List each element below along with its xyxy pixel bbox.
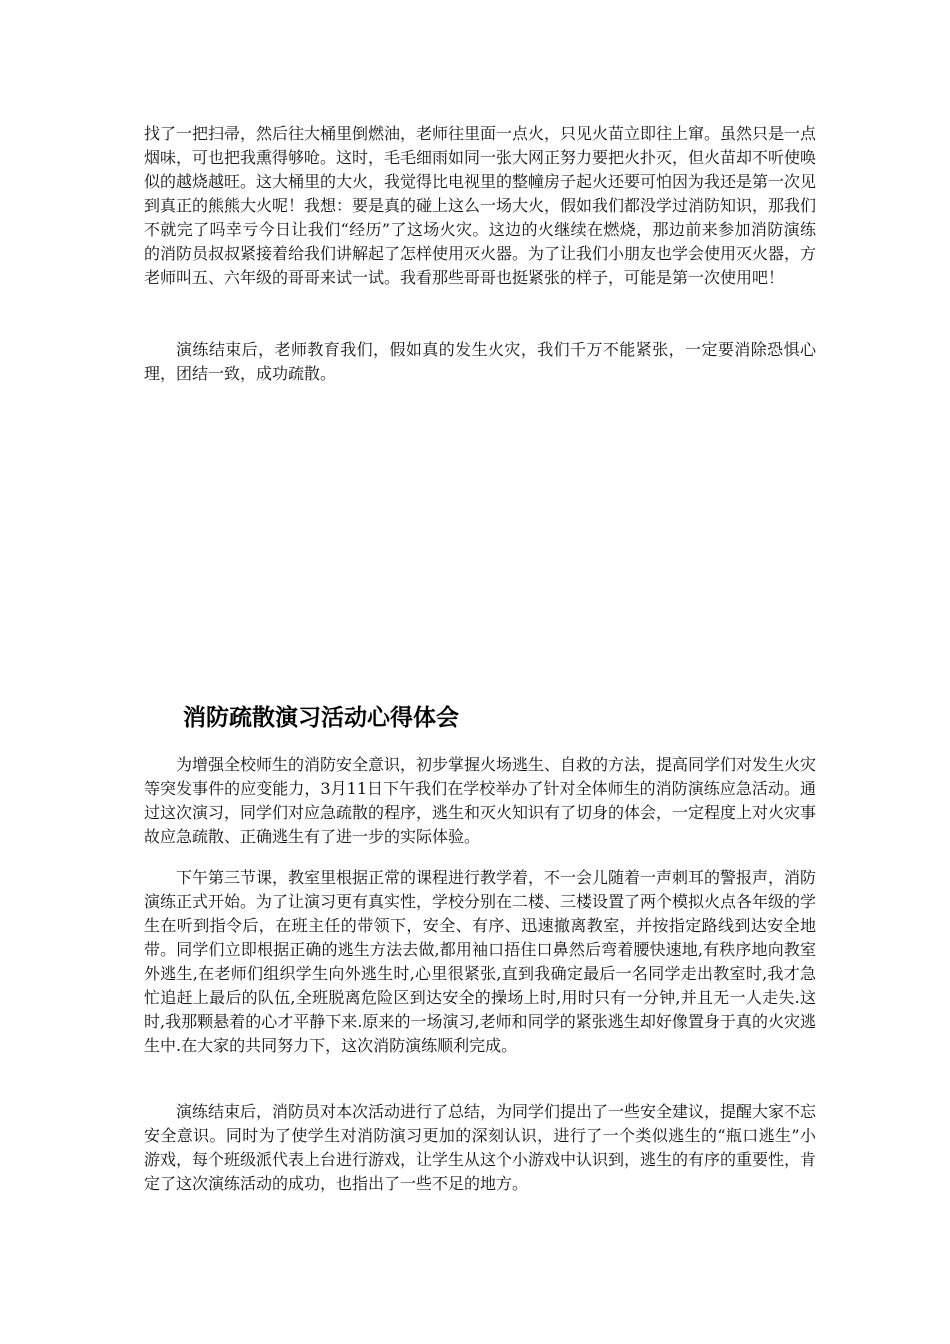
section2-paragraph-1 xyxy=(144,753,816,849)
paragraph-text: 演练结束后，消防员对本次活动进行了总结，为同学们提出了一些安全建议，提醒大家不忘安全意识。同时为了使学生对消防演习更加的深刻认识，进行了一个类似逃生的“瓶口逃生”小游戏，每个班级派代表上台进行游戏，让学生从这个小游戏中认识到，逃生的有序的重要性，肯定了这次演练活动的成功，也指出了一些不足的地方。 xyxy=(144,1102,817,1193)
paragraph-text: 下午第三节课，教室里根据正常的课程进行教学着，不一会儿随着一声刺耳的警报声，消防演练正式开始。为了让演习更有真实性，学校分别在二楼、三楼设置了两个模拟火点各年级的学生在听到指令后，在班主任的带领下，安全、有序、迅速撤离教室，并按指定路线到达安全地带。同学们立即根据正确的逃生方法去做,都用袖口捂住口鼻然后弯着腰快速地,有秩序地向教室外逃生,在老师们组织学生向外逃生时,心里很紧张,直到我确定最后一名同学走出教室时,我才急忙追赶上最后的队伍,全班脱离危险区到达安全的操场上时,用时只有一分钟,并且无一人走失.这时,我那颗悬着的心才平静下来.原来的一场演习,老师和同学的紧张逃生却好像置身于真的火灾逃生中.在大家的共同努力下，这次消防演练顺利完成。 xyxy=(144,868,817,1055)
section1-paragraph-1 xyxy=(144,122,816,290)
paragraph-text: 为增强全校师生的消防安全意识，初步掌握火场逃生、自救的方法，提高同学们对发生火灾等突发事件的应变能力，3月11日下午我们在学校举办了针对全体师生的消防演练应急活动。通过这次演习，同学们对应急疏散的程序，逃生和灭火知识有了切身的体会，一定程度上对火灾事故应急疏散、正确逃生有了进一步的实际体验。 xyxy=(144,755,817,846)
section2-paragraph-2 xyxy=(144,866,816,1058)
section1-paragraph-2 xyxy=(144,338,816,386)
paragraph-text: 找了一把扫帚，然后往大桶里倒燃油，老师往里面一点火，只见火苗立即往上窜。虽然只是一点烟味，可也把我熏得够呛。这时，毛毛细雨如同一张大网正努力要把火扑灭，但火苗却不听使唤似的越烧越旺。这大桶里的大火，我觉得比电视里的整幢房子起火还要可怕因为我还是第一次见到真正的熊熊大火呢！我想：要是真的碰上这么一场大火，假如我们都没学过消防知识，那我们不就完了吗幸亏今日让我们“经历”了这场火灾。这边的火继续在燃烧，那边前来参加消防演练的消防员叔叔紧接着给我们讲解起了怎样使用灭火器。为了让我们小朋友也学会使用灭火器，方老师叫五、六年级的哥哥来试一试。我看那些哥哥也挺紧张的样子，可能是第一次使用吧！ xyxy=(144,124,817,287)
section-title: 消防疏散演习活动心得体会 xyxy=(183,705,459,731)
section2-paragraph-3 xyxy=(144,1100,816,1196)
paragraph-text: 演练结束后，老师教育我们，假如真的发生火灾，我们千万不能紧张，一定要消除恐惧心理，团结一致，成功疏散。 xyxy=(144,340,816,383)
